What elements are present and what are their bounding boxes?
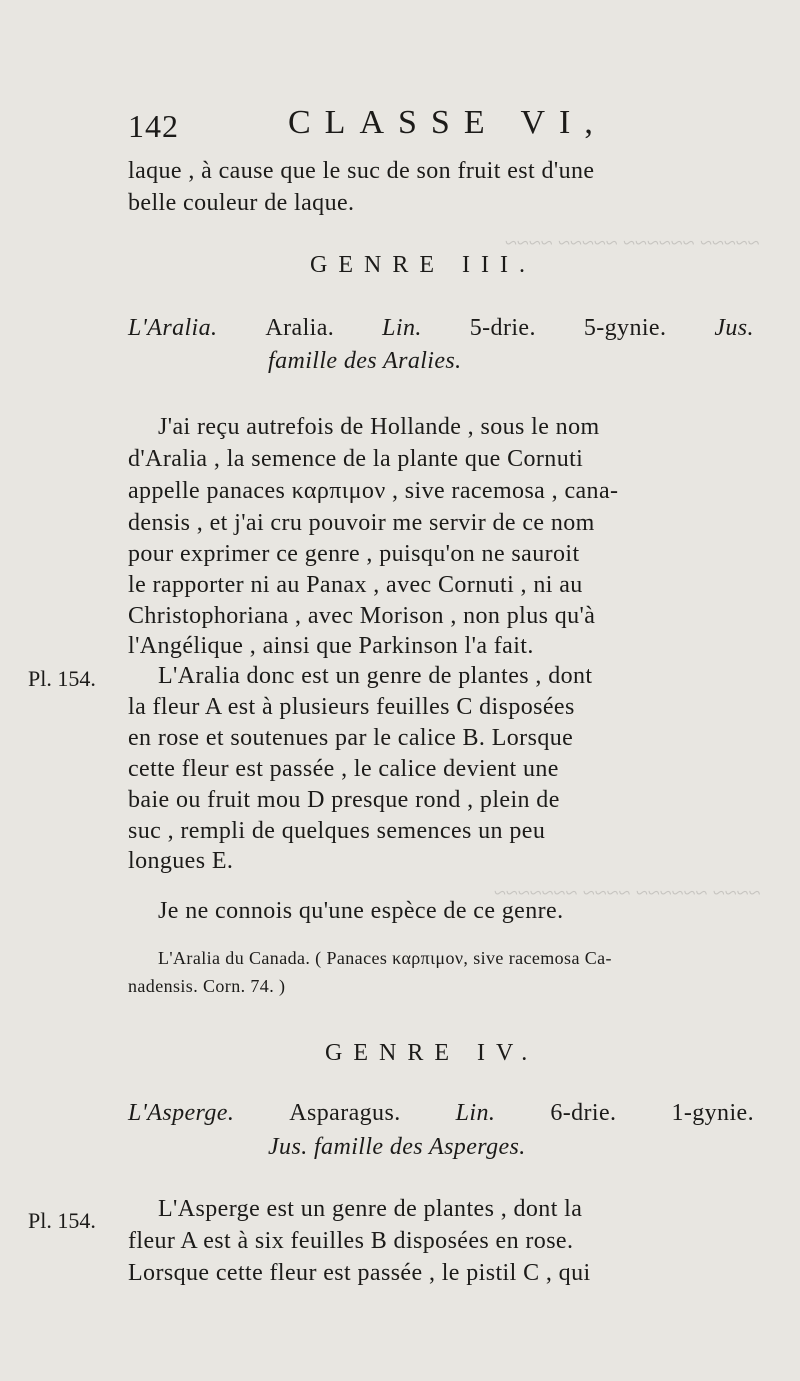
pistil-order: 1-gynie.	[671, 1100, 754, 1126]
plate-reference: Pl. 154.	[28, 1208, 96, 1233]
show-through-texture: ~~~~~ ~~~~~~ ~~~~~ ~~~~	[505, 230, 760, 255]
genus-name-la: Asparagus.	[289, 1100, 401, 1126]
paragraph-line: Lorsque cette fleur est passée , le pistil C , qui	[128, 1260, 591, 1286]
paragraph-line: d'Aralia , la semence de la plante que Cornuti	[128, 446, 584, 472]
stamen-class: 5-drie.	[469, 315, 536, 341]
pistil-order: 5-gynie.	[583, 315, 667, 341]
paragraph-line: la fleur A est à plusieurs feuilles C disposées	[128, 694, 575, 720]
paragraph-line: baie ou fruit mou D presque rond , plein de	[128, 787, 560, 813]
paragraph-line: cette fleur est passée , le calice devient une	[128, 756, 559, 782]
paragraph-line: appelle panaces καρπιμον , sive racemosa , cana-	[128, 478, 619, 504]
genus-name-la: Aralia.	[265, 315, 335, 341]
paragraph-line: longues E.	[128, 848, 234, 874]
paragraph-line: densis , et j'ai cru pouvoir me servir de ce nom	[128, 510, 595, 536]
genre-heading: GENRE IV.	[325, 1040, 539, 1066]
genus-subtitle: Jus. famille des Asperges.	[268, 1134, 526, 1160]
authority-jus: Jus.	[714, 315, 754, 341]
paragraph-line: l'Angélique , ainsi que Parkinson l'a fait.	[128, 633, 534, 659]
show-through-texture: ~~~~ ~~~~~~ ~~~~ ~~~~~~~	[493, 880, 760, 905]
paragraph-line: pour exprimer ce genre , puisqu'on ne sauroit	[128, 541, 580, 567]
genus-title-line	[128, 1100, 754, 1127]
paragraph-line: J'ai reçu autrefois de Hollande , sous le nom	[158, 414, 600, 440]
paragraph-line: le rapporter ni au Panax , avec Cornuti , ni au	[128, 572, 583, 598]
stamen-class: 6-drie.	[550, 1100, 617, 1126]
genus-title-line	[128, 315, 754, 342]
running-title: CLASSE VI,	[288, 104, 607, 141]
text-line: laque , à cause que le suc de son fruit est d'une	[128, 158, 595, 184]
genus-name-fr: L'Aralia.	[128, 315, 218, 341]
authority: Lin.	[455, 1100, 496, 1126]
genus-name-fr: L'Asperge.	[128, 1100, 235, 1126]
paragraph-line: Je ne connois qu'une espèce de ce genre.	[158, 898, 564, 924]
species-line: nadensis. Corn. 74. )	[128, 976, 286, 996]
genus-subtitle: famille des Aralies.	[268, 348, 462, 374]
genre-heading: GENRE III.	[310, 252, 536, 278]
species-line: L'Aralia du Canada. ( Panaces καρπιμον, sive racemosa Ca-	[158, 948, 612, 968]
paragraph-line: en rose et soutenues par le calice B. Lorsque	[128, 725, 574, 751]
paragraph-line: suc , rempli de quelques semences un peu	[128, 818, 546, 844]
paragraph-line: L'Aralia donc est un genre de plantes , dont	[158, 663, 593, 689]
page-number: 142	[128, 108, 179, 144]
paragraph-line: L'Asperge est un genre de plantes , dont la	[158, 1196, 583, 1222]
paragraph-line: fleur A est à six feuilles B disposées en rose.	[128, 1228, 574, 1254]
plate-reference: Pl. 154.	[28, 666, 96, 691]
text-line: belle couleur de laque.	[128, 190, 355, 216]
authority: Lin.	[382, 315, 422, 341]
paragraph-line: Christophoriana , avec Morison , non plus qu'à	[128, 603, 596, 629]
